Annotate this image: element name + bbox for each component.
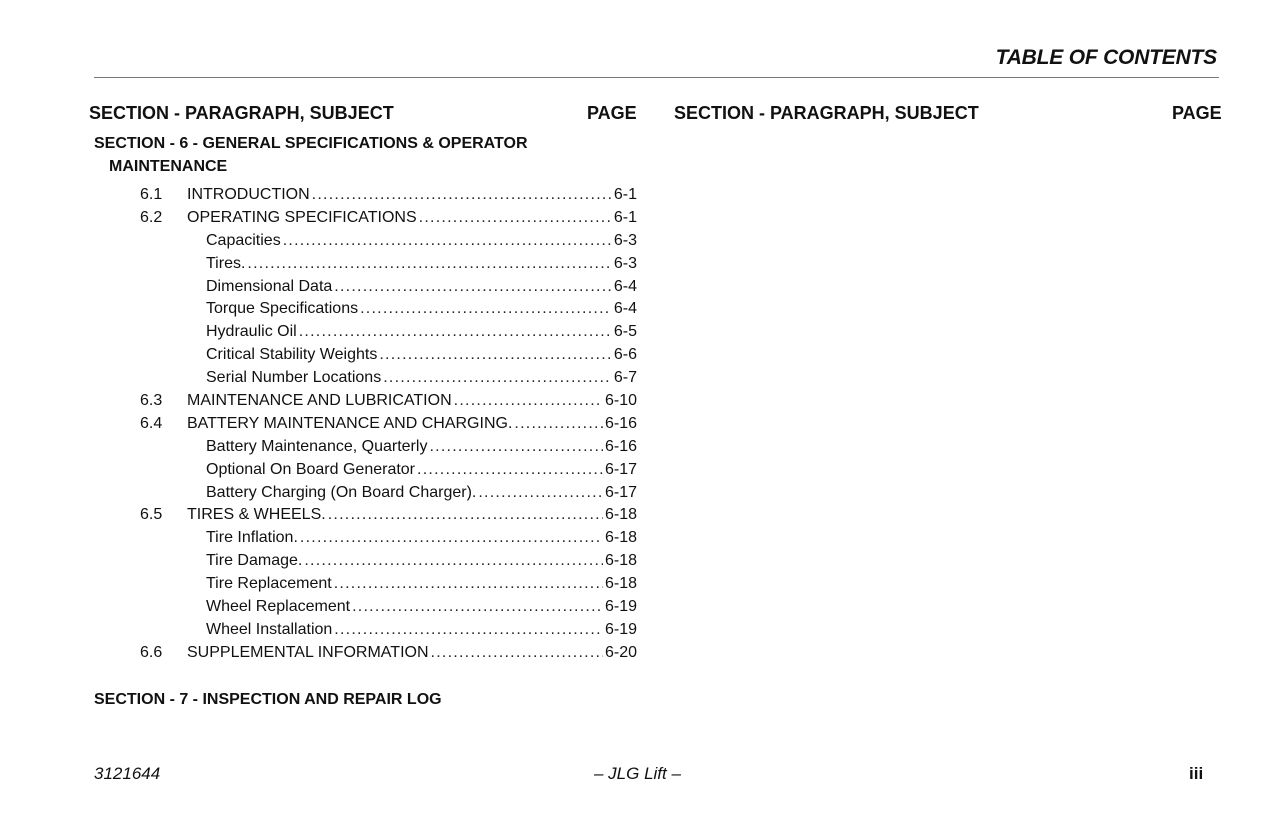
toc-entry-title: Wheel Replacement [206,598,351,616]
toc-entry[interactable] [140,207,637,230]
toc-entry-title: Critical Stability Weights [206,346,378,364]
footer-center-title: – JLG Lift – [594,764,681,783]
toc-entry-page: 6-19 [604,620,637,638]
section-6-heading [94,132,528,178]
toc-entry-title: Wheel Installation [206,620,333,638]
right-column-subject-heading: SECTION - PARAGRAPH, SUBJECT [674,103,979,123]
toc-entry-title: BATTERY MAINTENANCE AND CHARGING. [187,414,513,432]
toc-entry[interactable] [140,184,637,207]
toc-entry-title: Hydraulic Oil [206,323,297,341]
toc-entry-title: Battery Maintenance, Quarterly [206,437,428,455]
toc-entry-page: 6-1 [613,186,637,203]
toc-entry[interactable] [140,367,637,390]
toc-entry-page: 6-18 [604,575,637,593]
toc-entry[interactable] [140,550,637,573]
toc-dot-leader [304,550,603,573]
page-header-title: TABLE OF CONTENTS [995,46,1217,69]
toc-entry-page: 6-5 [613,323,637,341]
toc-entry-title: Optional On Board Generator [206,460,416,478]
toc-entry-title: Tire Inflation. [206,529,298,547]
toc-entry-title: Dimensional Data [206,277,333,295]
toc-entry-title: INTRODUCTION [187,186,310,203]
toc-entry-page: 6-17 [604,460,637,478]
toc-dot-leader [417,459,603,482]
header-divider [94,77,1219,78]
toc-entry-title: OPERATING SPECIFICATIONS [187,208,417,226]
toc-entry[interactable] [140,344,637,367]
toc-entry-title: SUPPLEMENTAL INFORMATION [187,643,429,661]
toc-entry-number: 6.1 [140,186,163,203]
toc-dot-leader [334,276,612,299]
toc-entry[interactable] [140,276,637,299]
toc-entry[interactable] [140,459,637,482]
toc-entry-title: Tire Replacement [206,575,332,593]
toc-entry-page: 6-19 [604,598,637,616]
toc-dot-leader [454,390,603,413]
toc-entry-number: 6.2 [140,208,163,226]
toc-entry-page: 6-3 [613,231,637,249]
toc-dot-leader [334,619,603,642]
toc-dot-leader [328,504,603,527]
toc-entry-page: 6-17 [604,483,637,501]
toc-entry[interactable] [140,436,637,459]
toc-entry[interactable] [140,230,637,253]
toc-entry-page: 6-18 [604,506,637,524]
toc-entry-page: 6-4 [613,277,637,295]
toc-entry-title: Torque Specifications [206,300,359,318]
toc-dot-leader [383,367,612,390]
toc-dot-leader [334,573,603,596]
toc-entry-number: 6.5 [140,506,163,524]
section-6-title-line-1: SECTION - 6 - GENERAL SPECIFICATIONS & OPERATOR [94,135,528,152]
toc-dot-leader [478,482,603,505]
toc-entry-title: TIRES & WHEELS. [187,506,326,524]
toc-entry-page: 6-7 [613,369,637,387]
toc-dot-leader [299,321,612,344]
toc-dot-leader [352,596,603,619]
toc-entry-title: Tires. [206,254,246,272]
toc-dot-leader [360,298,612,321]
toc-entry-number: 6.4 [140,414,163,432]
left-column-page-heading: PAGE [587,103,637,123]
toc-entry[interactable] [140,482,637,505]
toc-dot-leader [300,527,603,550]
toc-entry[interactable] [140,596,637,619]
toc-dot-leader [419,207,612,230]
toc-entry[interactable] [140,642,637,665]
toc-entry[interactable] [140,390,637,413]
toc-entry[interactable] [140,253,637,276]
toc-entry-title: Serial Number Locations [206,369,382,387]
toc-dot-leader [429,436,603,459]
toc-entry-page: 6-10 [604,392,637,410]
section-7-heading: SECTION - 7 - INSPECTION AND REPAIR LOG [94,691,442,708]
toc-entry[interactable] [140,527,637,550]
toc-entry-page: 6-1 [613,208,637,226]
left-column-subject-heading: SECTION - PARAGRAPH, SUBJECT [89,103,394,123]
toc-entry-page: 6-18 [604,529,637,547]
toc-entry-number: 6.3 [140,392,163,410]
toc-entry[interactable] [140,321,637,344]
toc-entry-title: Capacities [206,231,281,249]
toc-entry[interactable] [140,619,637,642]
toc-entry-title: Battery Charging (On Board Charger). [206,483,477,501]
toc-dot-leader [312,184,612,207]
toc-entry-page: 6-6 [613,346,637,364]
toc-entry-page: 6-4 [613,300,637,318]
toc-dot-leader [283,230,612,253]
toc-entry[interactable] [140,298,637,321]
right-column-page-heading: PAGE [1172,103,1222,123]
toc-entry-page: 6-16 [604,437,637,455]
footer-page-number: iii [1189,764,1204,783]
toc-entry-page: 6-16 [604,414,637,432]
toc-list [140,184,637,665]
toc-entry-title: MAINTENANCE AND LUBRICATION [187,392,452,410]
toc-entry[interactable] [140,573,637,596]
toc-dot-leader [431,642,603,665]
toc-dot-leader [514,413,603,436]
toc-dot-leader [247,253,611,276]
toc-entry[interactable] [140,413,637,436]
section-6-title-line-2: MAINTENANCE [109,158,228,175]
toc-entry-page: 6-20 [604,643,637,661]
toc-dot-leader [379,344,612,367]
toc-entry-title: Tire Damage. [206,552,303,570]
toc-entry-page: 6-18 [604,552,637,570]
footer-document-number: 3121644 [94,764,161,783]
toc-entry-number: 6.6 [140,643,163,661]
toc-entry-page: 6-3 [613,254,637,272]
toc-entry[interactable] [140,504,637,527]
